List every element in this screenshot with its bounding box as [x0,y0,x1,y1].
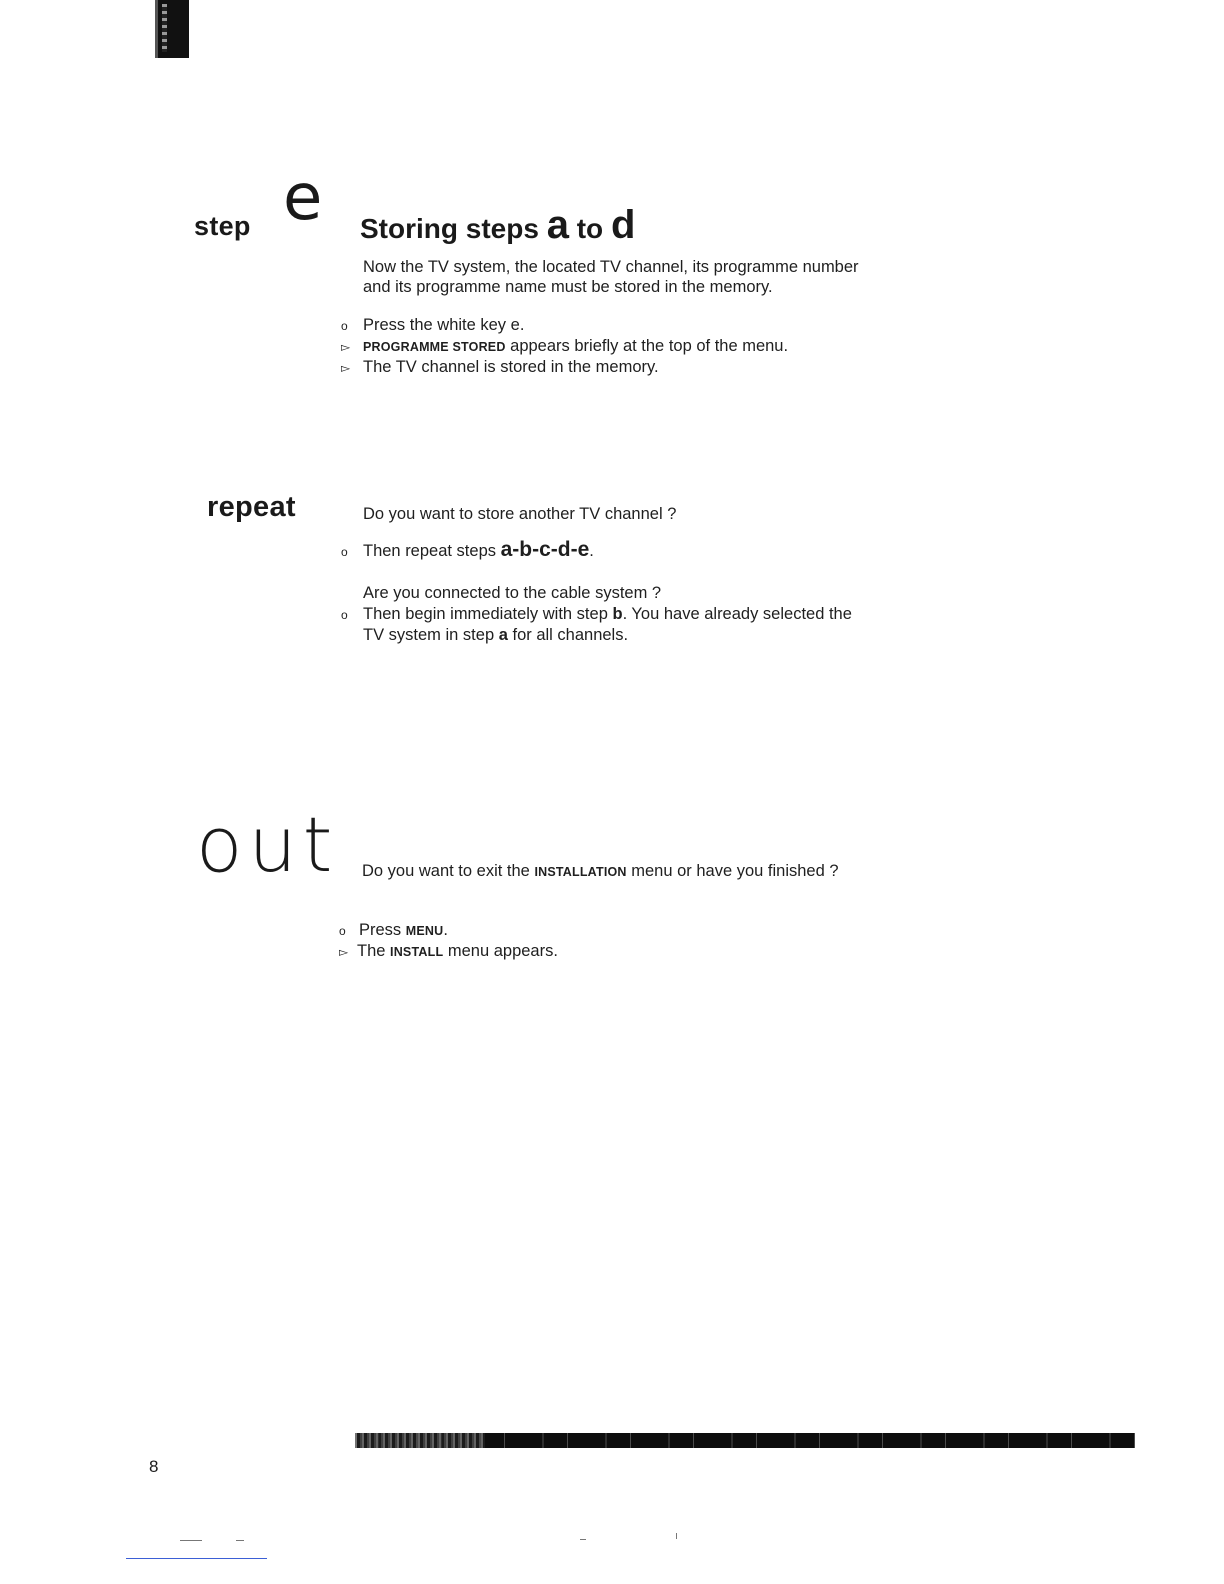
repeat-item-1 [341,540,594,562]
list-item-text: The TV channel is stored in the memory. [363,358,659,376]
triangle-pointer-icon: ▻ [341,361,351,375]
out-question-suffix: menu or have you finished ? [626,862,839,880]
list-item-text: Press the white key e. [363,316,525,334]
out-question [362,862,839,883]
step-a-ref: a [498,626,508,644]
footer-bar [355,1433,1135,1448]
repeat-item-2-line-1 [341,604,941,625]
scan-speckle [676,1533,677,1539]
circle-bullet-icon: o [341,608,348,622]
repeat-item-2 [341,604,941,645]
intro-line-2: and its programme name must be stored in the memory. [363,277,773,296]
list-item [341,357,941,378]
scan-mark [155,0,189,58]
circle-bullet-icon: o [341,319,348,333]
repeat-item-1-prefix: Then repeat steps [363,542,501,560]
step-letter: e [283,161,323,235]
intro-line-1: Now the TV system, the located TV channel, its programme number [363,258,859,276]
circle-bullet-icon: o [339,924,346,938]
out-item-2-suffix: menu appears. [443,942,558,960]
installation-caps: INSTALLATION [534,865,627,879]
list-item [341,336,941,357]
out-item-1-prefix: Press [359,921,406,939]
circle-bullet-icon: o [341,545,348,559]
step-b-ref: b [612,605,623,623]
step-e-list [341,315,941,378]
menu-caps: MENU [405,924,444,938]
out-item-1-suffix: . [443,921,448,939]
triangle-pointer-icon: ▻ [339,945,349,959]
step-label: step [194,211,251,241]
repeat-label: repeat [207,491,296,523]
repeat-item-2-line2-suffix: for all channels. [507,626,629,644]
out-question-prefix: Do you want to exit the [362,862,535,880]
list-item-text: appears briefly at the top of the menu. [505,337,789,355]
page-number: 8 [149,1457,159,1476]
install-caps: INSTALL [390,945,444,959]
footer-rule [126,1558,267,1559]
scan-speckle [236,1540,244,1541]
out-item-2-prefix: The [357,942,391,960]
out-list [339,920,939,962]
heading-from: a [546,203,569,247]
out-label: out [196,800,339,889]
repeat-item-2-prefix: Then begin immediately with step [363,605,613,623]
list-item [339,920,939,941]
repeat-item-2-suffix: . You have already selected the [622,605,852,623]
programme-stored-caps: PROGRAMME STORED [363,340,506,354]
list-item [341,315,941,336]
page-heading [360,202,635,252]
repeat-item-1-suffix: . [589,542,594,560]
cable-question: Are you connected to the cable system ? [363,584,662,602]
step-sequence: a-b-c-d-e [500,538,590,561]
scan-speckle [580,1539,586,1540]
repeat-item-2-line-2 [341,625,941,645]
intro-paragraph [363,258,923,297]
repeat-question: Do you want to store another TV channel ? [363,505,677,523]
heading-middle: to [568,213,611,244]
heading-to: d [610,203,636,247]
scan-speckle [180,1540,202,1541]
list-item [339,941,939,962]
heading-prefix: Storing steps [360,213,547,244]
triangle-pointer-icon: ▻ [341,340,351,354]
repeat-item-2-line2-prefix: TV system in step [363,626,499,644]
